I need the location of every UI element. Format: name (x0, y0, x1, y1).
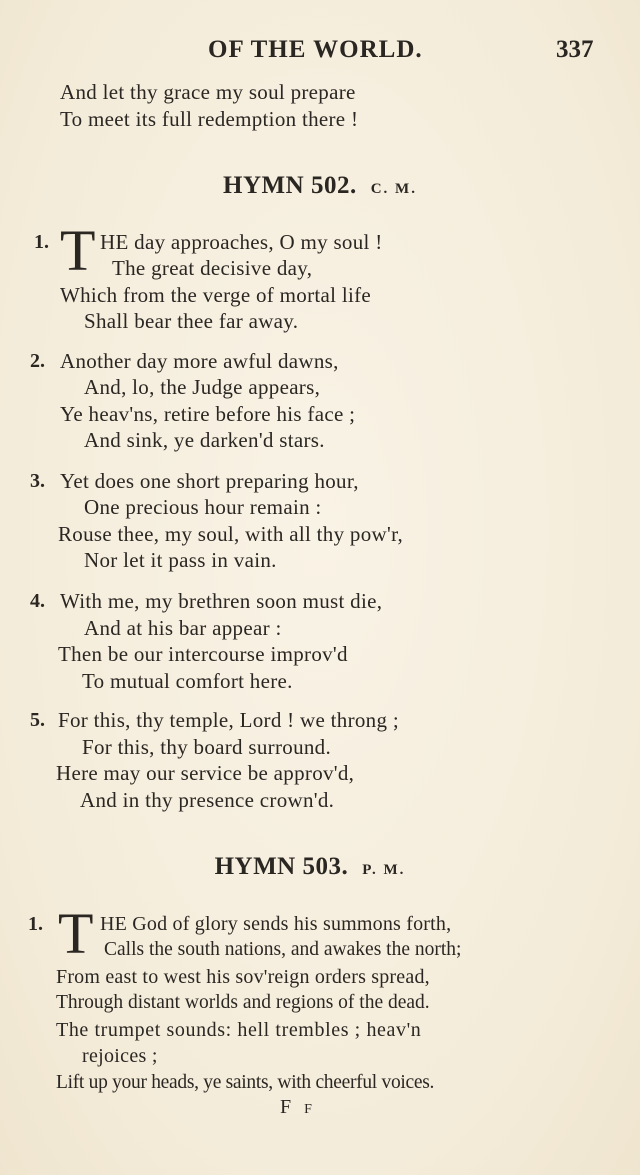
verse-line: With me, my brethren soon must die, (60, 589, 383, 613)
verse-line: HE God of glory sends his summons forth, (100, 913, 452, 935)
verse-line: Shall bear thee far away. (84, 309, 299, 333)
running-head (0, 36, 640, 68)
signature-letter: F (280, 1096, 296, 1118)
intro-line-1: And let thy grace my soul prepare (60, 80, 356, 104)
hymn-502-heading (0, 172, 640, 200)
verse-line: Rouse thee, my soul, with all thy pow'r, (58, 522, 404, 546)
verse-line: Through distant worlds and regions of the dead. (56, 992, 430, 1013)
verse-line: And sink, ye darken'd stars. (84, 428, 325, 452)
intro-line-2: To meet its full redemption there ! (60, 107, 359, 131)
hymn-503-heading (0, 853, 630, 881)
verse-line: For this, thy temple, Lord ! we throng ; (58, 708, 399, 732)
verse-line: From east to west his sov'reign orders spread, (56, 966, 430, 988)
running-title: OF THE WORLD. (208, 36, 423, 63)
verse-line: Calls the south nations, and awakes the north; (104, 939, 462, 960)
verse-line: Lift up your heads, ye saints, with cheerful voices. (56, 1072, 435, 1093)
verse-line: And at his bar appear : (84, 616, 282, 640)
hymn-502-title: HYMN 502. (223, 172, 357, 199)
verse-line: Yet does one short preparing hour, (60, 469, 359, 493)
verse-line: And in thy presence crown'd. (80, 788, 335, 812)
verse-number: 5. (30, 709, 45, 731)
verse-line: Ye heav'ns, retire before his face ; (60, 402, 356, 426)
verse-number: 2. (30, 350, 45, 372)
verse-line: Another day more awful dawns, (60, 349, 339, 373)
hymn-502-meter: C. M. (370, 181, 417, 197)
dropcap-letter: T (58, 901, 94, 966)
verse-line: Here may our service be approv'd, (56, 761, 355, 785)
verse-number: 4. (30, 590, 45, 612)
verse-line: HE day approaches, O my soul ! (100, 230, 383, 254)
verse-line: Then be our intercourse improv'd (58, 642, 348, 666)
verse-line: The trumpet sounds: hell trembles ; heav'n (56, 1019, 422, 1041)
dropcap-letter: T (60, 218, 96, 283)
verse-line: rejoices ; (82, 1045, 158, 1067)
signature-small-letter: F (304, 1102, 316, 1117)
verse-line: Which from the verge of mortal life (60, 283, 372, 307)
verse-line: One precious hour remain : (84, 495, 322, 519)
verse-number: 3. (30, 470, 45, 492)
catchword (280, 1096, 316, 1119)
hymn-503-title: HYMN 503. (214, 853, 349, 880)
page-number: 337 (556, 36, 594, 63)
verse-line: Nor let it pass in vain. (84, 548, 277, 572)
verse-number: 1. (34, 231, 49, 253)
verse-line: To mutual comfort here. (82, 669, 293, 693)
verse-line: For this, thy board surround. (82, 735, 332, 759)
hymn-503-meter: P. M. (362, 862, 406, 878)
verse-line: The great decisive day, (112, 256, 313, 280)
verse-number: 1. (28, 913, 43, 935)
verse-line: And, lo, the Judge appears, (84, 375, 321, 399)
